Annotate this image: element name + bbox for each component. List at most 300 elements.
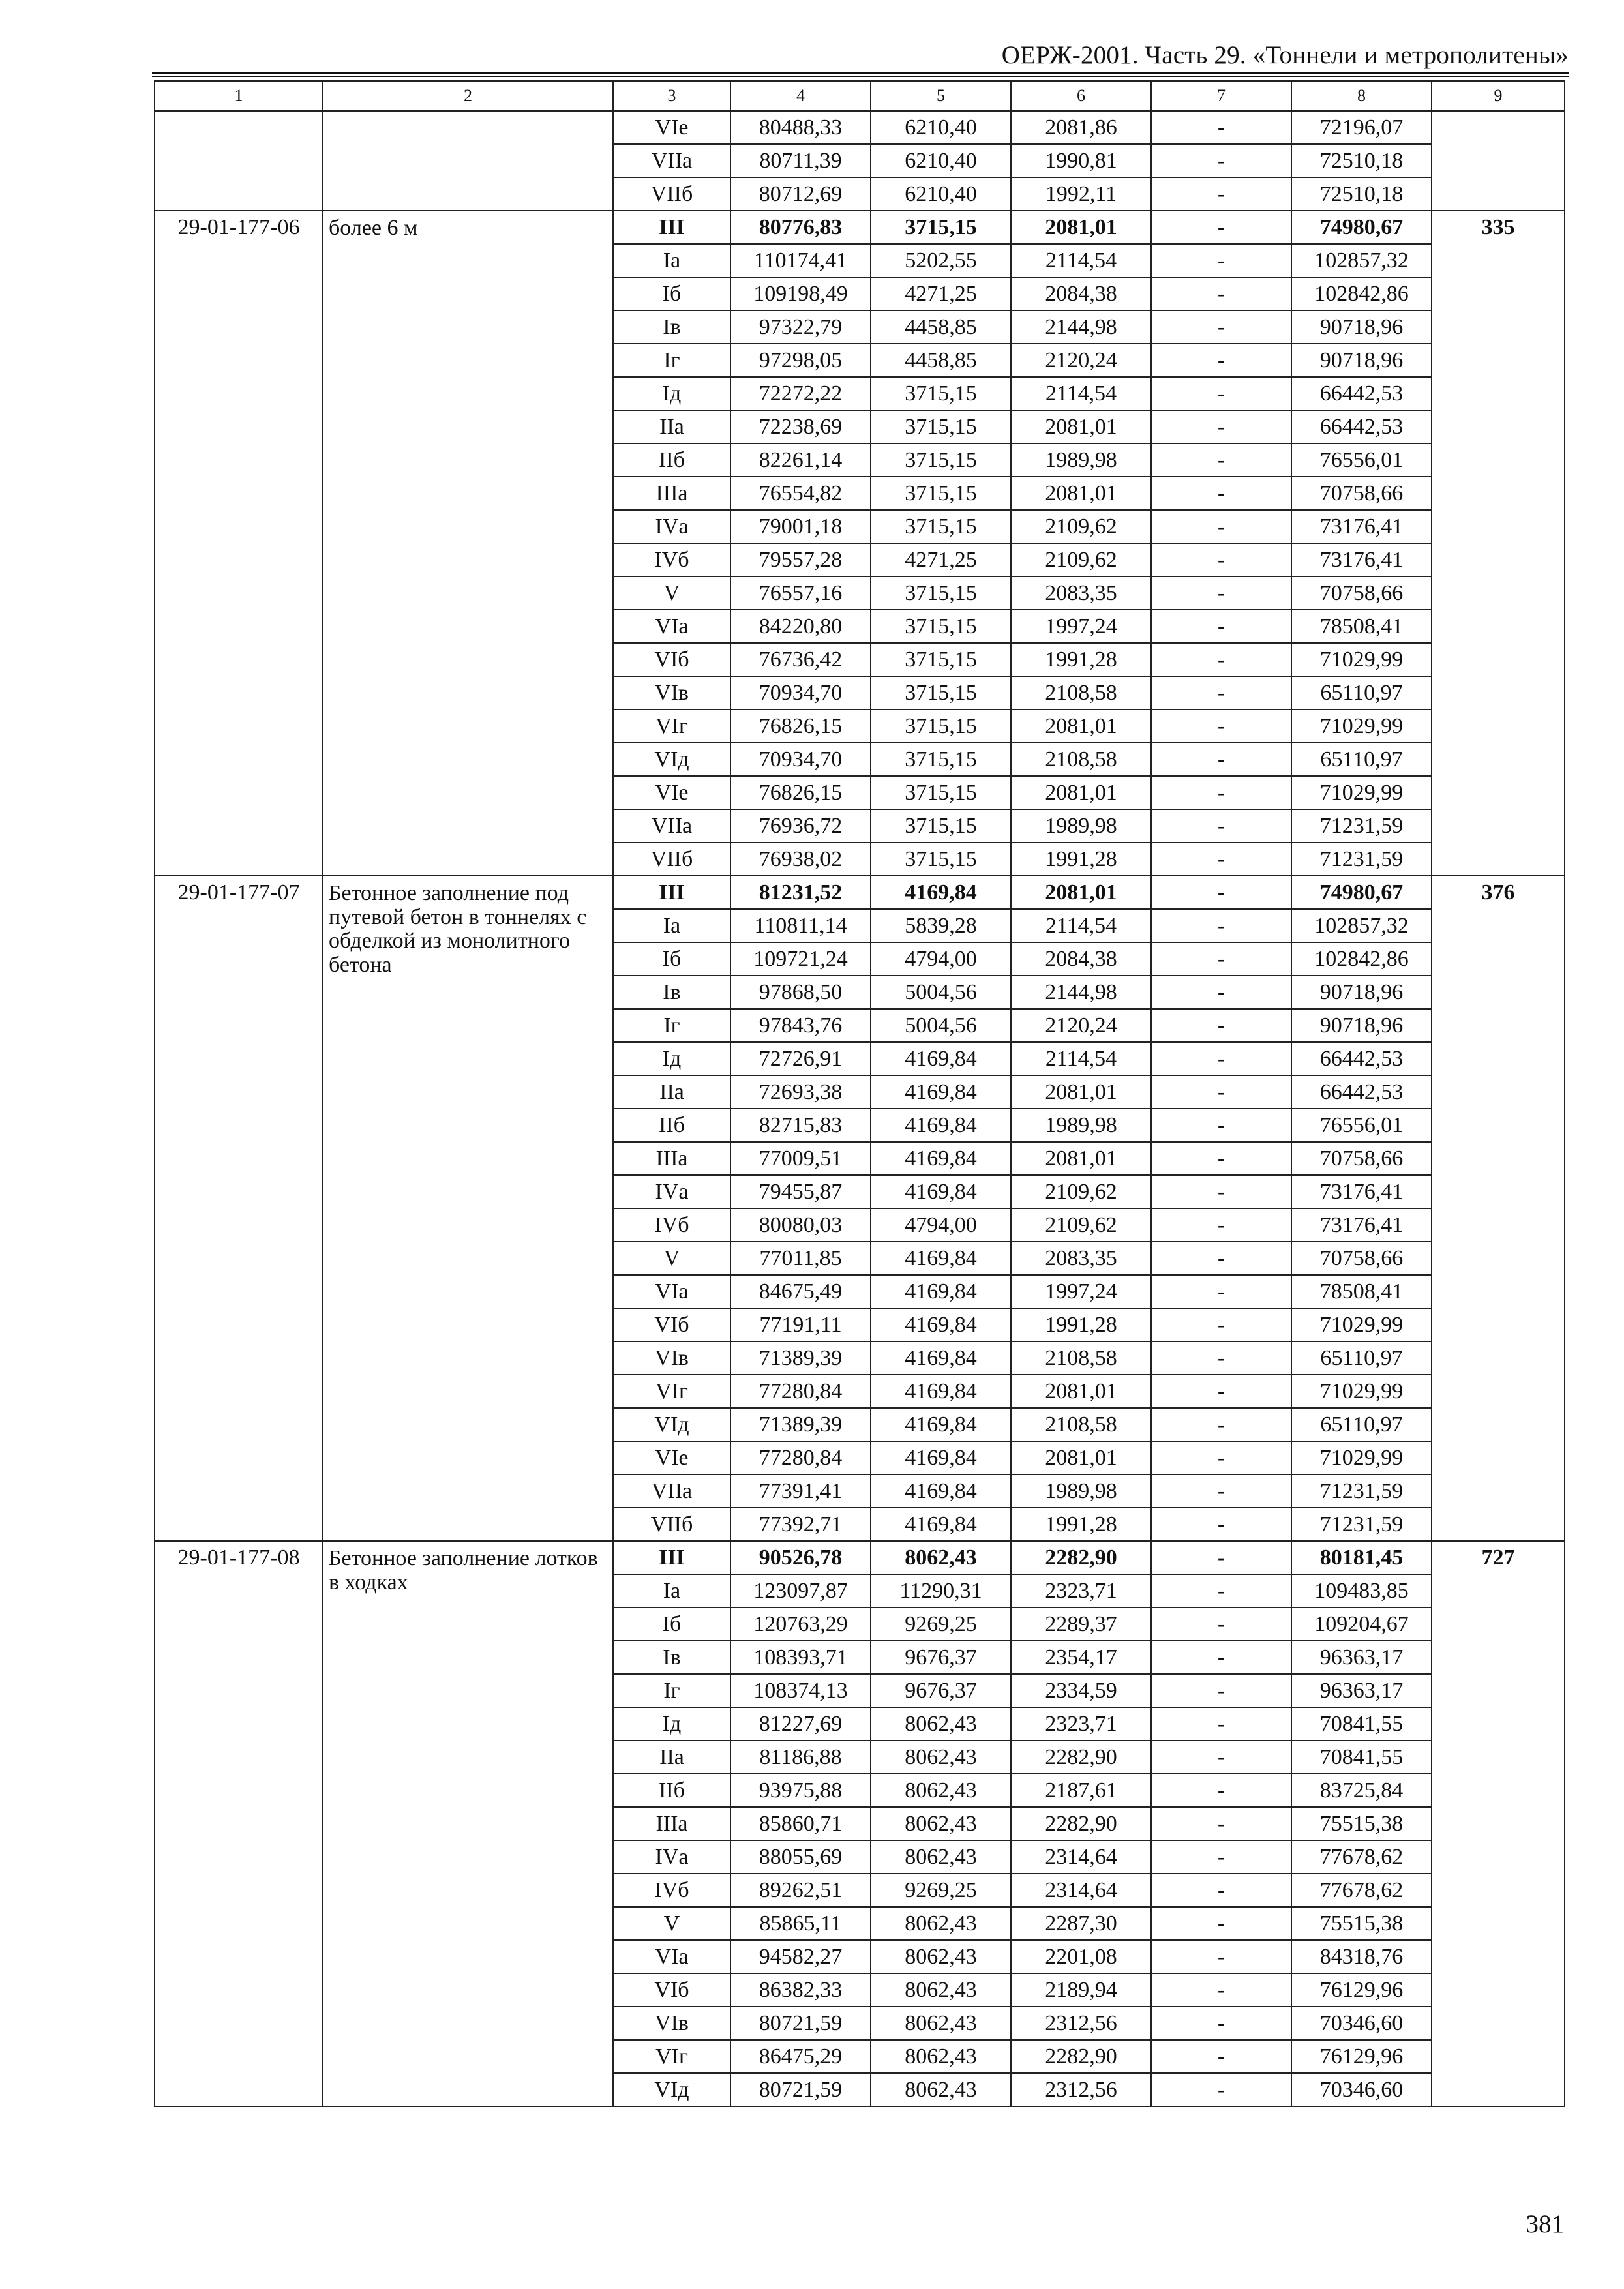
value-cell: 71389,39 <box>730 1408 871 1441</box>
work-description: Бетонное заполнение под путевой бетон в тоннелях с обделкой из монолитного бетона <box>323 876 613 1541</box>
value-cell: 8062,43 <box>871 1741 1011 1774</box>
value-cell: 73176,41 <box>1291 1208 1432 1242</box>
value-cell: 86475,29 <box>730 2040 871 2073</box>
value-cell: 1989,98 <box>1011 1109 1151 1142</box>
value-cell: 97298,05 <box>730 344 871 377</box>
value-cell: - <box>1151 111 1291 144</box>
value-cell: 2314,64 <box>1011 1840 1151 1874</box>
rate-code: 29-01-177-08 <box>155 1541 323 2106</box>
value-cell: - <box>1151 809 1291 843</box>
value-cell: 72196,07 <box>1291 111 1432 144</box>
value-cell: 4169,84 <box>871 1375 1011 1408</box>
value-cell: 76556,01 <box>1291 443 1432 477</box>
zone-cell: Iг <box>613 1674 730 1707</box>
value-cell: 3715,15 <box>871 510 1011 543</box>
value-cell: 8062,43 <box>871 1707 1011 1741</box>
value-cell: 8062,43 <box>871 1907 1011 1940</box>
value-cell: - <box>1151 1009 1291 1042</box>
value-cell: 70346,60 <box>1291 2073 1432 2106</box>
value-cell: - <box>1151 1408 1291 1441</box>
value-cell: 66442,53 <box>1291 377 1432 410</box>
value-cell: 70346,60 <box>1291 2007 1432 2040</box>
value-cell: 8062,43 <box>871 1840 1011 1874</box>
value-cell: 102857,32 <box>1291 244 1432 277</box>
value-cell: 1990,81 <box>1011 144 1151 177</box>
value-cell: 82715,83 <box>730 1109 871 1142</box>
value-cell: 2289,37 <box>1011 1608 1151 1641</box>
value-cell: 8062,43 <box>871 2073 1011 2106</box>
value-cell: 78508,41 <box>1291 1275 1432 1308</box>
zone-cell: Iа <box>613 244 730 277</box>
value-cell: 1989,98 <box>1011 443 1151 477</box>
value-cell: 123097,87 <box>730 1574 871 1608</box>
value-cell: - <box>1151 1641 1291 1674</box>
value-cell: 66442,53 <box>1291 410 1432 443</box>
value-cell: 77392,71 <box>730 1508 871 1541</box>
value-cell: 2114,54 <box>1011 377 1151 410</box>
value-cell: 2109,62 <box>1011 543 1151 576</box>
zone-cell: III <box>613 876 730 909</box>
total-cell: 376 <box>1432 876 1565 1541</box>
value-cell: - <box>1151 277 1291 310</box>
value-cell: 1991,28 <box>1011 1308 1151 1341</box>
value-cell: 1997,24 <box>1011 610 1151 643</box>
value-cell: 4169,84 <box>871 1109 1011 1142</box>
value-cell: - <box>1151 1874 1291 1907</box>
value-cell: 8062,43 <box>871 1774 1011 1807</box>
value-cell: - <box>1151 1774 1291 1807</box>
value-cell: 71029,99 <box>1291 1308 1432 1341</box>
zone-cell: Iа <box>613 1574 730 1608</box>
value-cell: 71231,59 <box>1291 1474 1432 1508</box>
zone-cell: VIг <box>613 2040 730 2073</box>
value-cell: 74980,67 <box>1291 876 1432 909</box>
value-cell: 8062,43 <box>871 1940 1011 1973</box>
value-cell: 79001,18 <box>730 510 871 543</box>
value-cell: 76556,01 <box>1291 1109 1432 1142</box>
column-number: 7 <box>1151 81 1291 111</box>
total-cell: 727 <box>1432 1541 1565 2106</box>
value-cell: 84220,80 <box>730 610 871 643</box>
value-cell: 70758,66 <box>1291 477 1432 510</box>
value-cell: 108393,71 <box>730 1641 871 1674</box>
value-cell: 110811,14 <box>730 909 871 942</box>
value-cell: - <box>1151 1608 1291 1641</box>
value-cell: - <box>1151 510 1291 543</box>
value-cell: - <box>1151 676 1291 710</box>
zone-cell: Iв <box>613 310 730 344</box>
zone-cell: III <box>613 1541 730 1574</box>
zone-cell: Iб <box>613 277 730 310</box>
zone-cell: Iг <box>613 1009 730 1042</box>
value-cell: 4271,25 <box>871 277 1011 310</box>
value-cell: 2081,01 <box>1011 410 1151 443</box>
column-number: 2 <box>323 81 613 111</box>
value-cell: 70934,70 <box>730 676 871 710</box>
zone-cell: Iг <box>613 344 730 377</box>
value-cell: - <box>1151 1175 1291 1208</box>
value-cell: 76936,72 <box>730 809 871 843</box>
value-cell: 2282,90 <box>1011 1741 1151 1774</box>
value-cell: 77391,41 <box>730 1474 871 1508</box>
value-cell: - <box>1151 1142 1291 1175</box>
value-cell: 4794,00 <box>871 942 1011 976</box>
value-cell: 73176,41 <box>1291 543 1432 576</box>
value-cell: - <box>1151 1308 1291 1341</box>
value-cell: - <box>1151 1441 1291 1474</box>
value-cell: 4794,00 <box>871 1208 1011 1242</box>
value-cell: 2083,35 <box>1011 1242 1151 1275</box>
value-cell: 4169,84 <box>871 1308 1011 1341</box>
value-cell: - <box>1151 1242 1291 1275</box>
value-cell: 2081,86 <box>1011 111 1151 144</box>
value-cell: - <box>1151 1741 1291 1774</box>
value-cell: 2081,01 <box>1011 876 1151 909</box>
value-cell: 8062,43 <box>871 1541 1011 1574</box>
zone-cell: III <box>613 211 730 244</box>
value-cell: 73176,41 <box>1291 1175 1432 1208</box>
value-cell: 2314,64 <box>1011 1874 1151 1907</box>
rate-code <box>155 111 323 211</box>
value-cell: 8062,43 <box>871 2007 1011 2040</box>
value-cell: 108374,13 <box>730 1674 871 1707</box>
value-cell: 71029,99 <box>1291 1375 1432 1408</box>
zone-cell: Iв <box>613 1641 730 1674</box>
value-cell: 81227,69 <box>730 1707 871 1741</box>
value-cell: 84675,49 <box>730 1275 871 1308</box>
zone-cell: V <box>613 576 730 610</box>
value-cell: 76554,82 <box>730 477 871 510</box>
value-cell: 86382,33 <box>730 1973 871 2007</box>
work-description <box>323 111 613 211</box>
table-row <box>155 111 1565 144</box>
value-cell: 72272,22 <box>730 377 871 410</box>
value-cell: 2081,01 <box>1011 211 1151 244</box>
zone-cell: VIб <box>613 643 730 676</box>
column-number: 5 <box>871 81 1011 111</box>
value-cell: 72510,18 <box>1291 177 1432 211</box>
value-cell: 77280,84 <box>730 1441 871 1474</box>
zone-cell: VIIа <box>613 1474 730 1508</box>
value-cell: 110174,41 <box>730 244 871 277</box>
value-cell: 9269,25 <box>871 1608 1011 1641</box>
value-cell: 2108,58 <box>1011 676 1151 710</box>
value-cell: 2187,61 <box>1011 1774 1151 1807</box>
value-cell: 102842,86 <box>1291 277 1432 310</box>
value-cell: 80776,83 <box>730 211 871 244</box>
value-cell: - <box>1151 2040 1291 2073</box>
value-cell: 6210,40 <box>871 144 1011 177</box>
value-cell: - <box>1151 543 1291 576</box>
value-cell: 2108,58 <box>1011 743 1151 776</box>
value-cell: 76736,42 <box>730 643 871 676</box>
zone-cell: VIг <box>613 1375 730 1408</box>
zone-cell: VIд <box>613 743 730 776</box>
value-cell: - <box>1151 1574 1291 1608</box>
rate-code: 29-01-177-06 <box>155 211 323 876</box>
value-cell: 2108,58 <box>1011 1408 1151 1441</box>
value-cell: 2189,94 <box>1011 1973 1151 2007</box>
value-cell: - <box>1151 843 1291 876</box>
value-cell: 1991,28 <box>1011 1508 1151 1541</box>
value-cell: 5004,56 <box>871 1009 1011 1042</box>
value-cell: 2323,71 <box>1011 1574 1151 1608</box>
value-cell: 5202,55 <box>871 244 1011 277</box>
value-cell: 2282,90 <box>1011 1807 1151 1840</box>
value-cell: 72693,38 <box>730 1075 871 1109</box>
value-cell: 90718,96 <box>1291 344 1432 377</box>
zone-cell: VIб <box>613 1973 730 2007</box>
value-cell: 71029,99 <box>1291 643 1432 676</box>
value-cell: 79455,87 <box>730 1175 871 1208</box>
value-cell: 76557,16 <box>730 576 871 610</box>
value-cell: 93975,88 <box>730 1774 871 1807</box>
value-cell: 70758,66 <box>1291 576 1432 610</box>
value-cell: 2114,54 <box>1011 1042 1151 1075</box>
total-cell: 335 <box>1432 211 1565 876</box>
value-cell: 8062,43 <box>871 1973 1011 2007</box>
value-cell: 71231,59 <box>1291 809 1432 843</box>
value-cell: - <box>1151 1907 1291 1940</box>
value-cell: 4169,84 <box>871 1075 1011 1109</box>
value-cell: - <box>1151 1341 1291 1375</box>
value-cell: - <box>1151 377 1291 410</box>
value-cell: 3715,15 <box>871 676 1011 710</box>
value-cell: 65110,97 <box>1291 743 1432 776</box>
value-cell: 3715,15 <box>871 410 1011 443</box>
value-cell: - <box>1151 1042 1291 1075</box>
value-cell: - <box>1151 477 1291 510</box>
value-cell: 76826,15 <box>730 776 871 809</box>
value-cell: 3715,15 <box>871 743 1011 776</box>
value-cell: 2287,30 <box>1011 1907 1151 1940</box>
value-cell: 1991,28 <box>1011 843 1151 876</box>
value-cell: 2323,71 <box>1011 1707 1151 1741</box>
zone-cell: VIа <box>613 1275 730 1308</box>
value-cell: 76129,96 <box>1291 1973 1432 2007</box>
zone-cell: IVа <box>613 1840 730 1874</box>
value-cell: - <box>1151 177 1291 211</box>
value-cell: 2084,38 <box>1011 942 1151 976</box>
value-cell: 11290,31 <box>871 1574 1011 1608</box>
value-cell: 72726,91 <box>730 1042 871 1075</box>
value-cell: 2282,90 <box>1011 1541 1151 1574</box>
value-cell: 97843,76 <box>730 1009 871 1042</box>
column-number: 9 <box>1432 81 1565 111</box>
value-cell: - <box>1151 776 1291 809</box>
value-cell: 2083,35 <box>1011 576 1151 610</box>
value-cell: 3715,15 <box>871 377 1011 410</box>
value-cell: 4169,84 <box>871 1508 1011 1541</box>
value-cell: - <box>1151 1807 1291 1840</box>
value-cell: 70758,66 <box>1291 1242 1432 1275</box>
value-cell: 6210,40 <box>871 111 1011 144</box>
value-cell: - <box>1151 1707 1291 1741</box>
value-cell: 9676,37 <box>871 1641 1011 1674</box>
value-cell: 3715,15 <box>871 809 1011 843</box>
value-cell: 80181,45 <box>1291 1541 1432 1574</box>
value-cell: 4169,84 <box>871 1042 1011 1075</box>
value-cell: 2312,56 <box>1011 2007 1151 2040</box>
value-cell: 9676,37 <box>871 1674 1011 1707</box>
value-cell: - <box>1151 876 1291 909</box>
zone-cell: IIIа <box>613 1807 730 1840</box>
value-cell: - <box>1151 144 1291 177</box>
value-cell: - <box>1151 1474 1291 1508</box>
value-cell: 80721,59 <box>730 2073 871 2106</box>
value-cell: 90718,96 <box>1291 976 1432 1009</box>
value-cell: 2081,01 <box>1011 1441 1151 1474</box>
value-cell: 90718,96 <box>1291 310 1432 344</box>
value-cell: - <box>1151 344 1291 377</box>
value-cell: 80711,39 <box>730 144 871 177</box>
value-cell: 1991,28 <box>1011 643 1151 676</box>
zone-cell: IIIа <box>613 477 730 510</box>
value-cell: 4169,84 <box>871 1441 1011 1474</box>
header-rule-thin <box>152 76 1569 77</box>
value-cell: 2108,58 <box>1011 1341 1151 1375</box>
value-cell: 4169,84 <box>871 876 1011 909</box>
value-cell: 73176,41 <box>1291 510 1432 543</box>
value-cell: 94582,27 <box>730 1940 871 1973</box>
value-cell: 6210,40 <box>871 177 1011 211</box>
zone-cell: IIа <box>613 1075 730 1109</box>
column-number: 6 <box>1011 81 1151 111</box>
zone-cell: IIа <box>613 410 730 443</box>
document-header: ОЕРЖ-2001. Часть 29. «Тоннели и метрополитены» <box>1001 41 1569 69</box>
value-cell: 2081,01 <box>1011 776 1151 809</box>
zone-cell: VIб <box>613 1308 730 1341</box>
value-cell: - <box>1151 976 1291 1009</box>
value-cell: - <box>1151 1275 1291 1308</box>
zone-cell: VIд <box>613 2073 730 2106</box>
value-cell: 1989,98 <box>1011 809 1151 843</box>
value-cell: - <box>1151 643 1291 676</box>
value-cell: 84318,76 <box>1291 1940 1432 1973</box>
value-cell: 80080,03 <box>730 1208 871 1242</box>
value-cell: 90526,78 <box>730 1541 871 1574</box>
value-cell: 74980,67 <box>1291 211 1432 244</box>
value-cell: 109721,24 <box>730 942 871 976</box>
value-cell: - <box>1151 443 1291 477</box>
value-cell: 3715,15 <box>871 843 1011 876</box>
header-rule-thick <box>152 72 1569 74</box>
value-cell: - <box>1151 1973 1291 2007</box>
zone-cell: IIб <box>613 1774 730 1807</box>
zone-cell: IVа <box>613 1175 730 1208</box>
value-cell: - <box>1151 244 1291 277</box>
zone-cell: VIIб <box>613 1508 730 1541</box>
value-cell: 8062,43 <box>871 1807 1011 1840</box>
value-cell: 65110,97 <box>1291 1408 1432 1441</box>
value-cell: 1992,11 <box>1011 177 1151 211</box>
value-cell: 2114,54 <box>1011 909 1151 942</box>
zone-cell: Iд <box>613 1042 730 1075</box>
value-cell: 2354,17 <box>1011 1641 1151 1674</box>
value-cell: - <box>1151 1109 1291 1142</box>
zone-cell: VIв <box>613 676 730 710</box>
value-cell: 2081,01 <box>1011 710 1151 743</box>
value-cell: 2109,62 <box>1011 1208 1151 1242</box>
value-cell: 77678,62 <box>1291 1840 1432 1874</box>
value-cell: 80721,59 <box>730 2007 871 2040</box>
value-cell: - <box>1151 310 1291 344</box>
value-cell: 3715,15 <box>871 477 1011 510</box>
zone-cell: VIе <box>613 111 730 144</box>
value-cell: 109198,49 <box>730 277 871 310</box>
value-cell: - <box>1151 1541 1291 1574</box>
value-cell: 3715,15 <box>871 710 1011 743</box>
zone-cell: VIIб <box>613 843 730 876</box>
zone-cell: VIIа <box>613 144 730 177</box>
column-number: 4 <box>730 81 871 111</box>
value-cell: - <box>1151 710 1291 743</box>
value-cell: - <box>1151 2007 1291 2040</box>
zone-cell: VIа <box>613 1940 730 1973</box>
value-cell: 88055,69 <box>730 1840 871 1874</box>
value-cell: 5004,56 <box>871 976 1011 1009</box>
value-cell: 2120,24 <box>1011 344 1151 377</box>
price-table-body <box>155 81 1565 2106</box>
value-cell: 4169,84 <box>871 1341 1011 1375</box>
zone-cell: IVб <box>613 1874 730 1907</box>
value-cell: 2312,56 <box>1011 2073 1151 2106</box>
zone-cell: VIа <box>613 610 730 643</box>
value-cell: 96363,17 <box>1291 1674 1432 1707</box>
value-cell: 2081,01 <box>1011 1075 1151 1109</box>
zone-cell: VIIб <box>613 177 730 211</box>
value-cell: 71389,39 <box>730 1341 871 1375</box>
value-cell: - <box>1151 1375 1291 1408</box>
value-cell: 4458,85 <box>871 344 1011 377</box>
column-number-row <box>155 81 1565 111</box>
value-cell: 77009,51 <box>730 1142 871 1175</box>
work-description: Бетонное заполнение лотков в ходках <box>323 1541 613 2106</box>
value-cell: 70841,55 <box>1291 1741 1432 1774</box>
value-cell: - <box>1151 1208 1291 1242</box>
value-cell: - <box>1151 2073 1291 2106</box>
value-cell: 3715,15 <box>871 211 1011 244</box>
value-cell: 77280,84 <box>730 1375 871 1408</box>
value-cell: 2120,24 <box>1011 1009 1151 1042</box>
value-cell: 80712,69 <box>730 177 871 211</box>
value-cell: 2144,98 <box>1011 310 1151 344</box>
value-cell: 3715,15 <box>871 443 1011 477</box>
zone-cell: Iб <box>613 942 730 976</box>
zone-cell: VIв <box>613 1341 730 1375</box>
value-cell: 65110,97 <box>1291 1341 1432 1375</box>
value-cell: 85860,71 <box>730 1807 871 1840</box>
value-cell: 96363,17 <box>1291 1641 1432 1674</box>
value-cell: 3715,15 <box>871 576 1011 610</box>
zone-cell: IVб <box>613 543 730 576</box>
value-cell: 109483,85 <box>1291 1574 1432 1608</box>
value-cell: 9269,25 <box>871 1874 1011 1907</box>
total-cell <box>1432 111 1565 211</box>
value-cell: 90718,96 <box>1291 1009 1432 1042</box>
value-cell: 70841,55 <box>1291 1707 1432 1741</box>
zone-cell: VIд <box>613 1408 730 1441</box>
column-number: 1 <box>155 81 323 111</box>
value-cell: 2334,59 <box>1011 1674 1151 1707</box>
zone-cell: IIа <box>613 1741 730 1774</box>
value-cell: 2081,01 <box>1011 1142 1151 1175</box>
value-cell: 77011,85 <box>730 1242 871 1275</box>
value-cell: 3715,15 <box>871 610 1011 643</box>
value-cell: 85865,11 <box>730 1907 871 1940</box>
value-cell: 8062,43 <box>871 2040 1011 2073</box>
value-cell: 71029,99 <box>1291 710 1432 743</box>
